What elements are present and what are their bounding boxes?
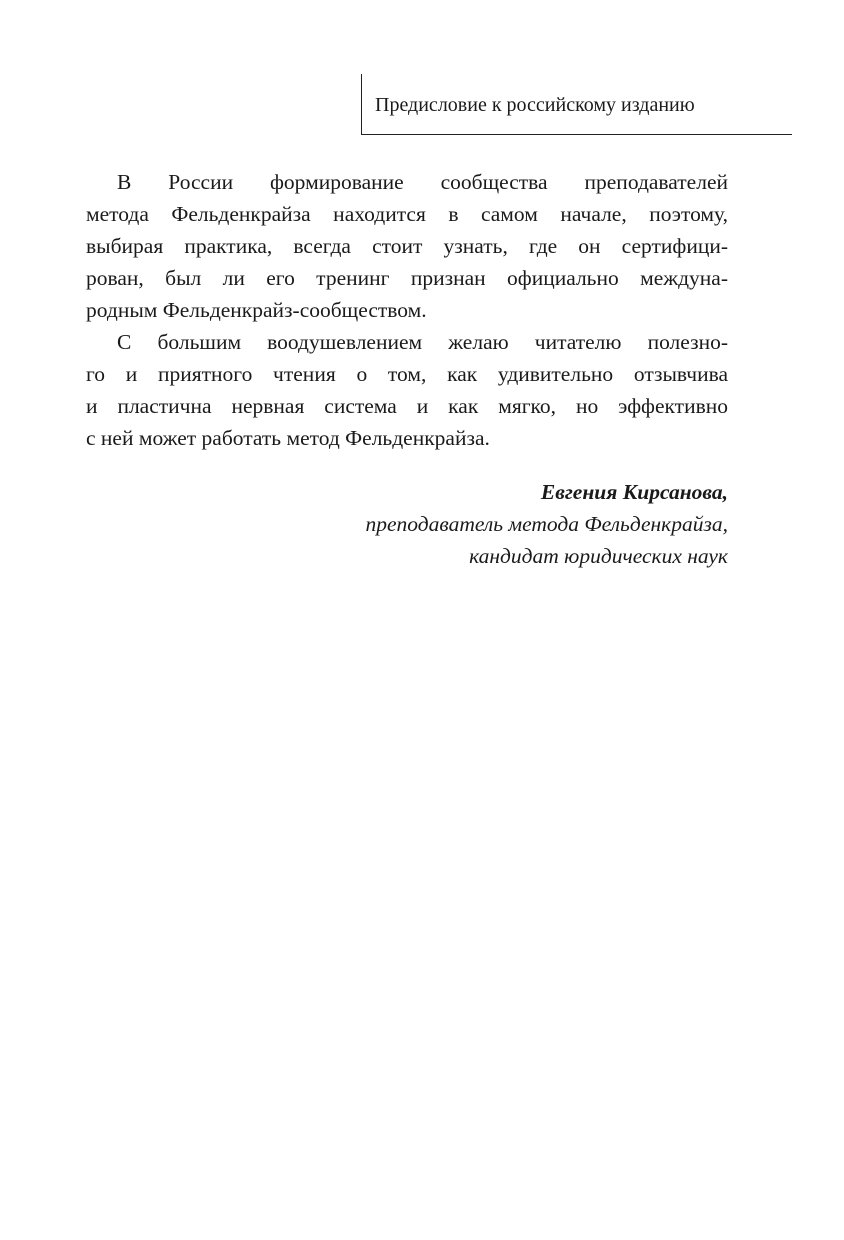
paragraph-1-line-1: В России формирование сообщества преподавателей [117, 170, 728, 194]
body-text [86, 166, 728, 454]
signature-name: Евгения Кирсанова, [540, 480, 728, 504]
paragraph-2-line-4: с ней может работать метод Фельденкрайза. [86, 426, 490, 450]
paragraph-2-line-1: С большим воодушевлением желаю читателю полезно- [117, 330, 728, 354]
running-header-title: Предисловие к российскому изданию [375, 94, 695, 116]
signature-block [86, 476, 728, 572]
paragraph-1-line-3: выбирая практика, всегда стоит узнать, где он сертифици- [86, 234, 728, 258]
running-header [361, 74, 792, 135]
paragraph-2-line-2: го и приятного чтения о том, как удивительно отзывчива [86, 362, 728, 386]
paragraph-2-line-3: и пластична нервная система и как мягко, но эффективно [86, 394, 728, 418]
signature-title-line-2: кандидат юридических наук [469, 544, 728, 568]
signature-title-line-1: преподаватель метода Фельденкрайза, [365, 512, 728, 536]
paragraph-1-line-4: рован, был ли его тренинг признан официально междуна- [86, 266, 728, 290]
paragraph-1-line-5: родным Фельденкрайз-сообществом. [86, 298, 427, 322]
paragraph-1-line-2: метода Фельденкрайза находится в самом начале, поэтому, [86, 202, 728, 226]
